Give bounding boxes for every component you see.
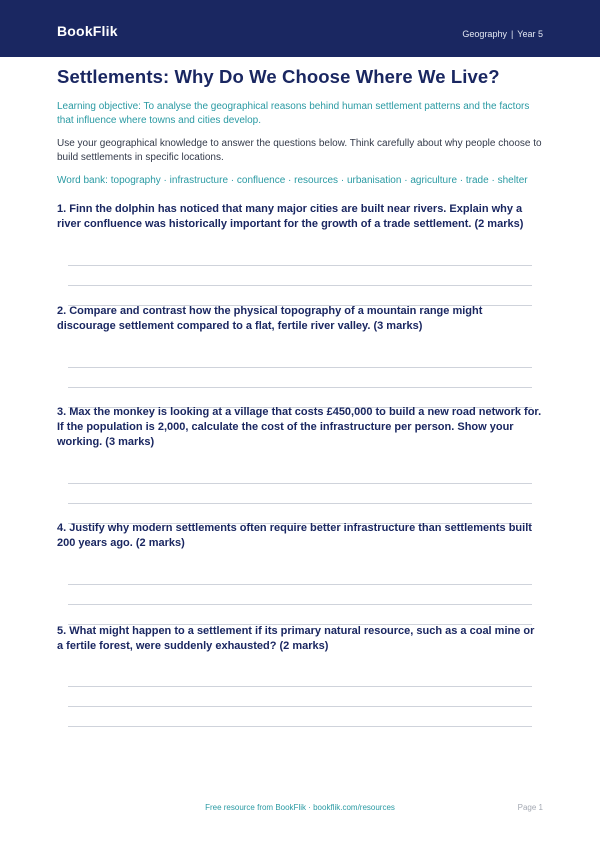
page-number: Page 1 — [517, 803, 543, 812]
answer-line[interactable] — [68, 265, 532, 266]
question-2 — [57, 304, 543, 334]
answer-line[interactable] — [68, 483, 532, 484]
question-4 — [57, 521, 543, 551]
footer-credit: Free resource from BookFlik · bookflik.com/resources — [205, 803, 395, 812]
answer-line[interactable] — [68, 285, 532, 286]
answer-line[interactable] — [68, 706, 532, 707]
question-text: 3. Max the monkey is looking at a village that costs £450,000 to build a new road network for. If the population is 2,000, calculate the cost of the infrastructure per person. Show your working. (3 marks) — [57, 406, 542, 448]
page-title: Settlements: Why Do We Choose Where We Live? — [57, 66, 500, 87]
subject-year-label — [462, 29, 543, 39]
answer-line[interactable] — [68, 726, 532, 727]
question-text: 5. What might happen to a settlement if its primary natural resource, such as a coal mine or a fertile forest, were suddenly exhausted? (2 marks) — [57, 625, 535, 652]
answer-line[interactable] — [68, 686, 532, 687]
brand-logo-text: BookFlik — [57, 23, 118, 39]
answer-line[interactable] — [68, 604, 532, 605]
question-1 — [57, 202, 543, 232]
word-bank: Word bank: topography · infrastructure · confluence · resources · urbanisation · agriculture · trade · shelter — [57, 175, 528, 186]
worksheet-intro — [57, 66, 543, 188]
separator: | — [510, 29, 514, 39]
question-text: 4. Justify why modern settlements often require better infrastructure than settlements built 200 years ago. (2 marks) — [57, 522, 532, 549]
question-text: 2. Compare and contrast how the physical topography of a mountain range might discourage settlement compared to a flat, fertile river valley. (3 marks) — [57, 305, 483, 332]
page-header — [0, 0, 600, 57]
question-text: 1. Finn the dolphin has noticed that many major cities are built near rivers. Explain why a river confluence was historically important for the growth of a trade settlement. (2 marks) — [57, 203, 524, 230]
learning-objective: Learning objective: To analyse the geographical reasons behind human settlement patterns and the factors that influence where towns and cities develop. — [57, 101, 530, 126]
instructions: Use your geographical knowledge to answer the questions below. Think carefully about why people choose to build settlements in specific locations. — [57, 138, 542, 163]
year-label: Year 5 — [517, 29, 543, 39]
answer-line[interactable] — [68, 503, 532, 504]
answer-line[interactable] — [68, 367, 532, 368]
question-3 — [57, 405, 543, 450]
subject-label: Geography — [462, 29, 507, 39]
answer-line[interactable] — [68, 584, 532, 585]
answer-line[interactable] — [68, 387, 532, 388]
question-5 — [57, 624, 543, 654]
